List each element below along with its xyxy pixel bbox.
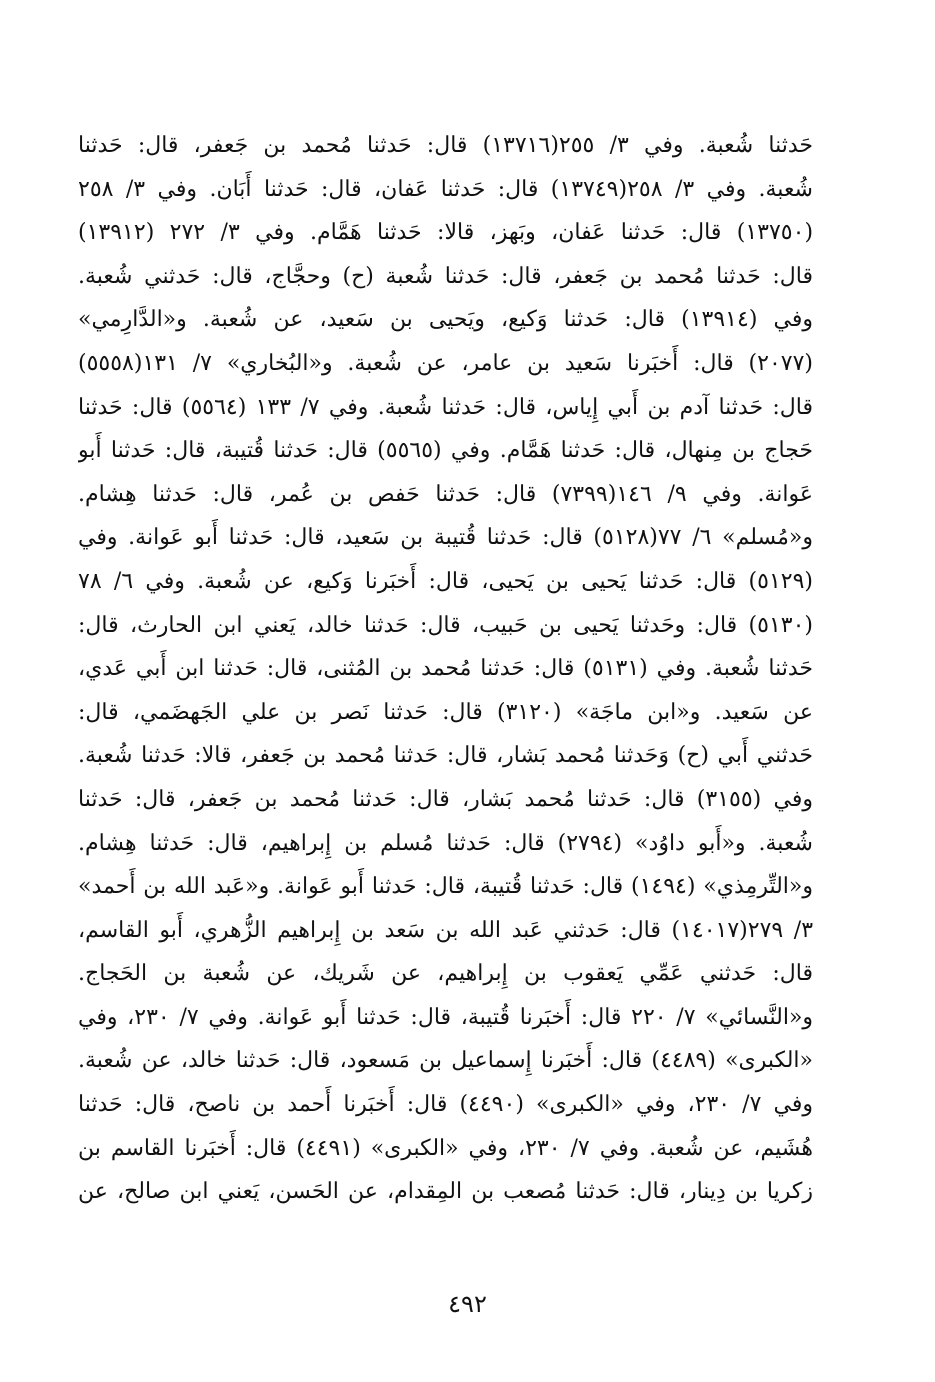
text-line: شُعبة. و«أَبو داوُد» (٢٧٩٤) قال: حَدثنا مُسلم بن إِبراهيم، قال: حَدثنا هِشام. [78,830,813,856]
text-line: ٣/ ٢٧٩(١٤٠١٧) قال: حَدثني عَبد الله بن سَعد بن إِبراهيم الزُّهري، أَبو القاسم، [78,917,813,943]
page-text [78,124,813,1214]
text-line: «الكبرى» (٤٤٨٩) قال: أَخبَرنا إِسماعيل بن مَسعود، قال: حَدثنا خالد، عن شُعبة. [78,1048,813,1074]
text-line: (٥١٢٩) قال: حَدثنا يَحيى بن يَحيى، قال: أَخبَرنا وَكيع، عن شُعبة. وفي ٦/ ٧٨ [78,568,813,594]
text-line: حَدثني أَبي (ح) وَحَدثنا مُحمد بَشار، قال: حَدثنا مُحمد بن جَعفر، قالا: حَدثنا شُعبة. [78,743,813,769]
text-line: قال: حَدثنا آدم بن أَبي إِياس، قال: حَدثنا شُعبة. وفي ٧/ ١٣٣ (٥٥٦٤) قال: حَدثنا [78,394,813,420]
text-line: وفي (٣١٥٥) قال: حَدثنا مُحمد بَشار، قال: حَدثنا مُحمد بن جَعفر، قال: حَدثنا [78,786,813,812]
text-line: حَجاج بن مِنهال، قال: حَدثنا هَمَّام. وفي (٥٥٦٥) قال: حَدثنا قُتيبة، قال: حَدثنا أَبو [78,438,813,464]
text-line: وفي ٧/ ٢٣٠، وفي «الكبرى» (٤٤٩٠) قال: أَخبَرنا أَحمد بن ناصح، قال: حَدثنا [78,1092,813,1118]
text-line: (٢٠٧٧) قال: أَخبَرنا سَعيد بن عامر، عن شُعبة. و«البُخاري» ٧/ ١٣١(٥٥٥٨) [78,350,813,376]
text-line: حَدثنا شُعبة. وفي ٣/ ٢٥٥(١٣٧١٦) قال: حَدثنا مُحمد بن جَعفر، قال: حَدثنا [78,133,813,158]
page-number: ٤٩٢ [448,1290,487,1318]
text-line: قال: حَدثنا مُحمد بن جَعفر، قال: حَدثنا شُعبة (ح) وحجَّاج، قال: حَدثني شُعبة. [78,263,813,289]
text-line: حَدثنا شُعبة. وفي (٥١٣١) قال: حَدثنا مُحمد بن المُثنى، قال: حَدثنا ابن أَبي عَدي، [78,656,813,682]
text-line: هُشَيم، عن شُعبة. وفي ٧/ ٢٣٠، وفي «الكبرى» (٤٤٩١) قال: أَخبَرنا القاسم بن [78,1135,813,1161]
text-line: و«التِّرمِذي» (١٤٩٤) قال: حَدثنا قُتيبة، قال: حَدثنا أَبو عَوانة. و«عَبد الله بن أَحمد» [78,874,813,900]
text-line: عَوانة. وفي ٩/ ١٤٦(٧٣٩٩) قال: حَدثنا حَفص بن عُمر، قال: حَدثنا هِشام. [78,481,813,507]
text-line: و«مُسلم» ٦/ ٧٧(٥١٢٨) قال: حَدثنا قُتيبة بن سَعيد، قال: حَدثنا أَبو عَوانة. وفي [78,525,813,551]
text-line: (١٣٧٥٠) قال: حَدثنا عَفان، وبَهز، قالا: حَدثنا هَمَّام. وفي ٣/ ٢٧٢ (١٣٩١٢) [78,220,813,246]
text-line: وفي (١٣٩١٤) قال: حَدثنا وَكيع، ويَحيى بن سَعيد، عن شُعبة. و«الدَّارِمي» [78,307,813,333]
text-line: (٥١٣٠) قال: وحَدثنا يَحيى بن حَبيب، قال: حَدثنا خالد، يَعني ابن الحارث، قال: [78,612,813,638]
text-line: عن سَعيد. و«ابن ماجَة» (٣١٢٠) قال: حَدثنا نَصر بن علي الجَهضَمي، قال: [78,699,813,725]
text-line: شُعبة. وفي ٣/ ٢٥٨(١٣٧٤٩) قال: حَدثنا عَفان، قال: حَدثنا أَبَان. وفي ٣/ ٢٥٨ [78,176,813,202]
text-line: قال: حَدثني عَمِّي يَعقوب بن إِبراهيم، عن شَريك، عن شُعبة بن الحَجاج. [78,961,813,987]
text-line: و«النَّسائي» ٧/ ٢٢٠ قال: أَخبَرنا قُتيبة، قال: حَدثنا أَبو عَوانة. وفي ٧/ ٢٣٠، وفي [78,1004,813,1030]
text-line: زكريا بن دِينار، قال: حَدثنا مُصعب بن المِقدام، عن الحَسن، يَعني ابن صالح، عن [78,1179,813,1205]
